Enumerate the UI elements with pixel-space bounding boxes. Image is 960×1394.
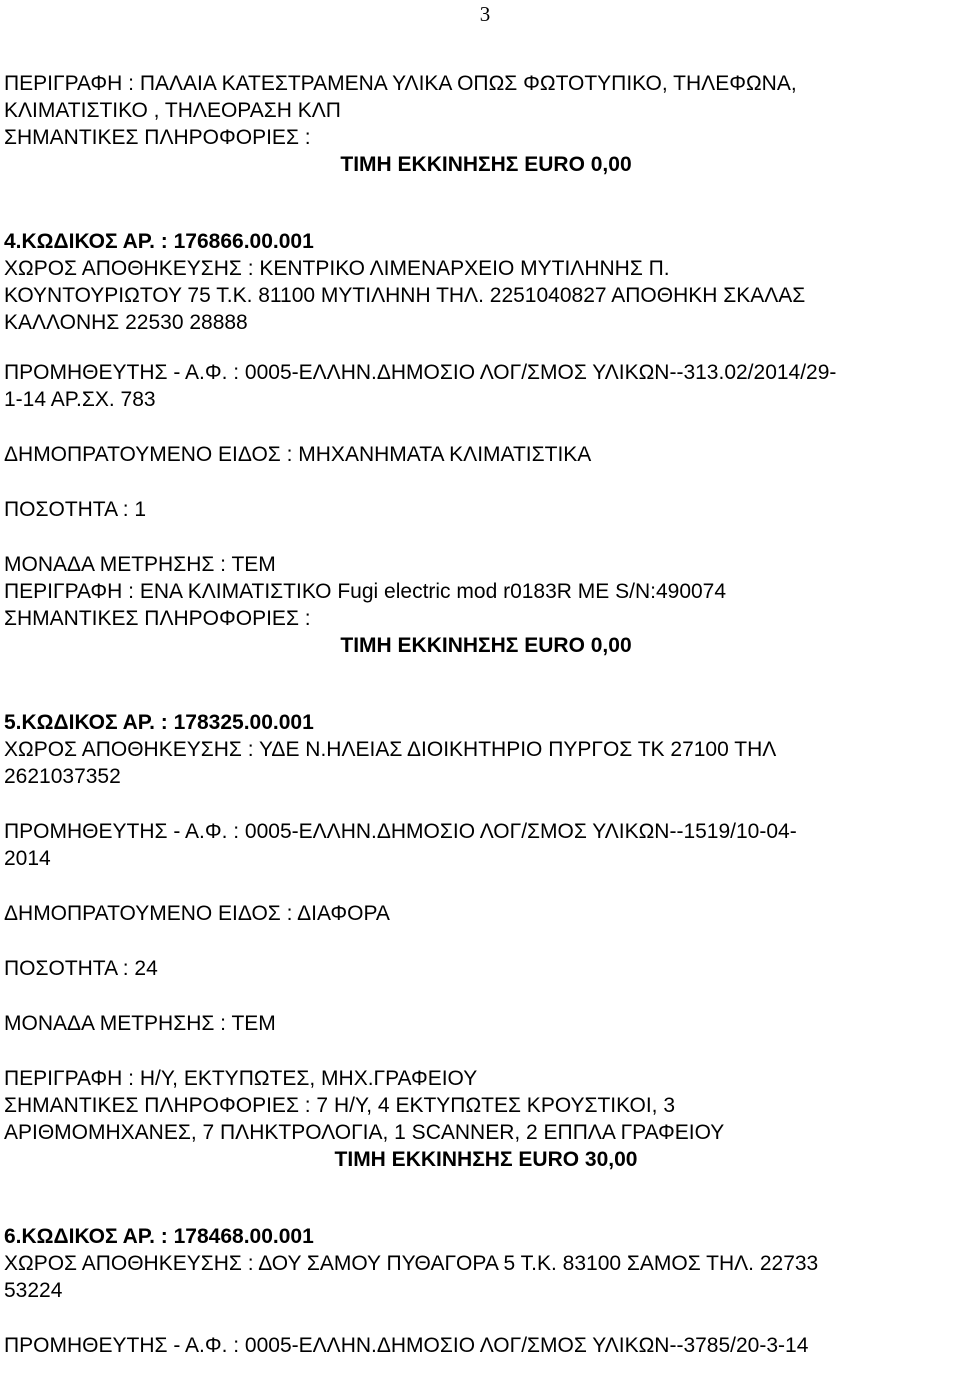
storage-location-line-2: ΚΟΥΝΤΟΥΡΙΩΤΟΥ 75 Τ.Κ. 81100 ΜΥΤΙΛΗΝΗ ΤΗΛ. 2251040827 ΑΠΟΘΗΚΗ ΣΚΑΛΑΣ bbox=[4, 284, 806, 307]
supplier-line-2: 1-14 ΑΡ.ΣΧ. 783 bbox=[4, 388, 156, 411]
important-info: ΣΗΜΑΝΤΙΚΕΣ ΠΛΗΡΟΦΟΡΙΕΣ : bbox=[4, 126, 311, 149]
page-number: 3 bbox=[479, 2, 491, 26]
quantity: ΠΟΣΟΤΗΤΑ : 1 bbox=[4, 498, 147, 521]
document-body bbox=[4, 70, 956, 1359]
unit-of-measure: ΜΟΝΑΔΑ ΜΕΤΡΗΣΗΣ : ΤΕΜ bbox=[4, 553, 276, 576]
unit-of-measure: ΜΟΝΑΔΑ ΜΕΤΡΗΣΗΣ : ΤΕΜ bbox=[4, 1012, 276, 1035]
item-4 bbox=[4, 228, 956, 659]
important-info-line-1: ΣΗΜΑΝΤΙΚΕΣ ΠΛΗΡΟΦΟΡΙΕΣ : 7 Η/Υ, 4 ΕΚΤΥΠΩΤΕΣ ΚΡΟΥΣΤΙΚΟΙ, 3 bbox=[4, 1094, 676, 1117]
item-5 bbox=[4, 709, 956, 1173]
supplier-line-1: ΠΡΟΜΗΘΕΥΤΗΣ - Α.Φ. : 0005-ΕΛΛΗΝ.ΔΗΜΟΣΙΟ ΛΟΓ/ΣΜΟΣ ΥΛΙΚΩΝ--313.02/2014/29- bbox=[4, 361, 837, 384]
supplier-line-1: ΠΡΟΜΗΘΕΥΤΗΣ - Α.Φ. : 0005-ΕΛΛΗΝ.ΔΗΜΟΣΙΟ ΛΟΓ/ΣΜΟΣ ΥΛΙΚΩΝ--1519/10-04- bbox=[4, 820, 797, 843]
storage-location-line-3: ΚΑΛΛΟΝΗΣ 22530 28888 bbox=[4, 311, 248, 334]
quantity: ΠΟΣΟΤΗΤΑ : 24 bbox=[4, 957, 158, 980]
item-code: 4.ΚΩΔΙΚΟΣ ΑΡ. : 176866.00.001 bbox=[4, 230, 314, 253]
storage-location-line-1: ΧΩΡΟΣ ΑΠΟΘΗΚΕΥΣΗΣ : ΔΟΥ ΣΑΜΟΥ ΠΥΘΑΓΟΡΑ 5 Τ.Κ. 83100 ΣΑΜΟΣ ΤΗΛ. 22733 bbox=[4, 1252, 819, 1275]
starting-price: ΤΙΜΗ ΕΚΚΙΝΗΣΗΣ EURO 0,00 bbox=[340, 153, 632, 176]
description-line-2: ΚΛΙΜΑΤΙΣΤΙΚΟ , ΤΗΛΕΟΡΑΣΗ ΚΛΠ bbox=[4, 99, 341, 122]
important-info: ΣΗΜΑΝΤΙΚΕΣ ΠΛΗΡΟΦΟΡΙΕΣ : bbox=[4, 607, 311, 630]
description-line-1: ΠΕΡΙΓΡΑΦΗ : ΠΑΛΑΙΑ ΚΑΤΕΣΤΡΑΜΕΝΑ ΥΛΙΚΑ ΟΠΩΣ ΦΩΤΟΤΥΠΙΚΟ, ΤΗΛΕΦΩΝΑ, bbox=[4, 72, 797, 95]
supplier-line-1: ΠΡΟΜΗΘΕΥΤΗΣ - Α.Φ. : 0005-ΕΛΛΗΝ.ΔΗΜΟΣΙΟ ΛΟΓ/ΣΜΟΣ ΥΛΙΚΩΝ--3785/20-3-14 bbox=[4, 1334, 809, 1357]
storage-location-line-1: ΧΩΡΟΣ ΑΠΟΘΗΚΕΥΣΗΣ : ΥΔΕ Ν.ΗΛΕΙΑΣ ΔΙΟΙΚΗΤΗΡΙΟ ΠΥΡΓΟΣ ΤΚ 27100 ΤΗΛ bbox=[4, 738, 777, 761]
starting-price: ΤΙΜΗ ΕΚΚΙΝΗΣΗΣ EURO 30,00 bbox=[334, 1148, 638, 1171]
storage-location-line-2: 2621037352 bbox=[4, 765, 121, 788]
item-code: 5.ΚΩΔΙΚΟΣ ΑΡ. : 178325.00.001 bbox=[4, 711, 314, 734]
storage-location-line-1: ΧΩΡΟΣ ΑΠΟΘΗΚΕΥΣΗΣ : ΚΕΝΤΡΙΚΟ ΛΙΜΕΝΑΡΧΕΙΟ ΜΥΤΙΛΗΝΗΣ Π. bbox=[4, 257, 670, 280]
item-3-continuation bbox=[4, 70, 956, 178]
auctioned-item: ΔΗΜΟΠΡΑΤΟΥΜΕΝΟ ΕΙΔΟΣ : ΔΙΑΦΟΡΑ bbox=[4, 902, 390, 925]
important-info-line-2: ΑΡΙΘΜΟΜΗΧΑΝΕΣ, 7 ΠΛΗΚΤΡΟΛΟΓΙΑ, 1 SCANNER, 2 ΕΠΠΛΑ ΓΡΑΦΕΙΟΥ bbox=[4, 1121, 725, 1144]
starting-price: ΤΙΜΗ ΕΚΚΙΝΗΣΗΣ EURO 0,00 bbox=[340, 634, 632, 657]
item-6 bbox=[4, 1223, 956, 1359]
storage-location-line-2: 53224 bbox=[4, 1279, 63, 1302]
supplier-line-2: 2014 bbox=[4, 847, 51, 870]
description: ΠΕΡΙΓΡΑΦΗ : Η/Υ, ΕΚΤΥΠΩΤΕΣ, ΜΗΧ.ΓΡΑΦΕΙΟΥ bbox=[4, 1067, 478, 1090]
description: ΠΕΡΙΓΡΑΦΗ : ΕΝΑ ΚΛΙΜΑΤΙΣΤΙΚΟ Fugi electric mod r0183R ΜΕ S/N:490074 bbox=[4, 580, 727, 603]
item-code: 6.ΚΩΔΙΚΟΣ ΑΡ. : 178468.00.001 bbox=[4, 1225, 314, 1248]
auctioned-item: ΔΗΜΟΠΡΑΤΟΥΜΕΝΟ ΕΙΔΟΣ : ΜΗΧΑΝΗΜΑΤΑ ΚΛΙΜΑΤΙΣΤΙΚΑ bbox=[4, 443, 592, 466]
